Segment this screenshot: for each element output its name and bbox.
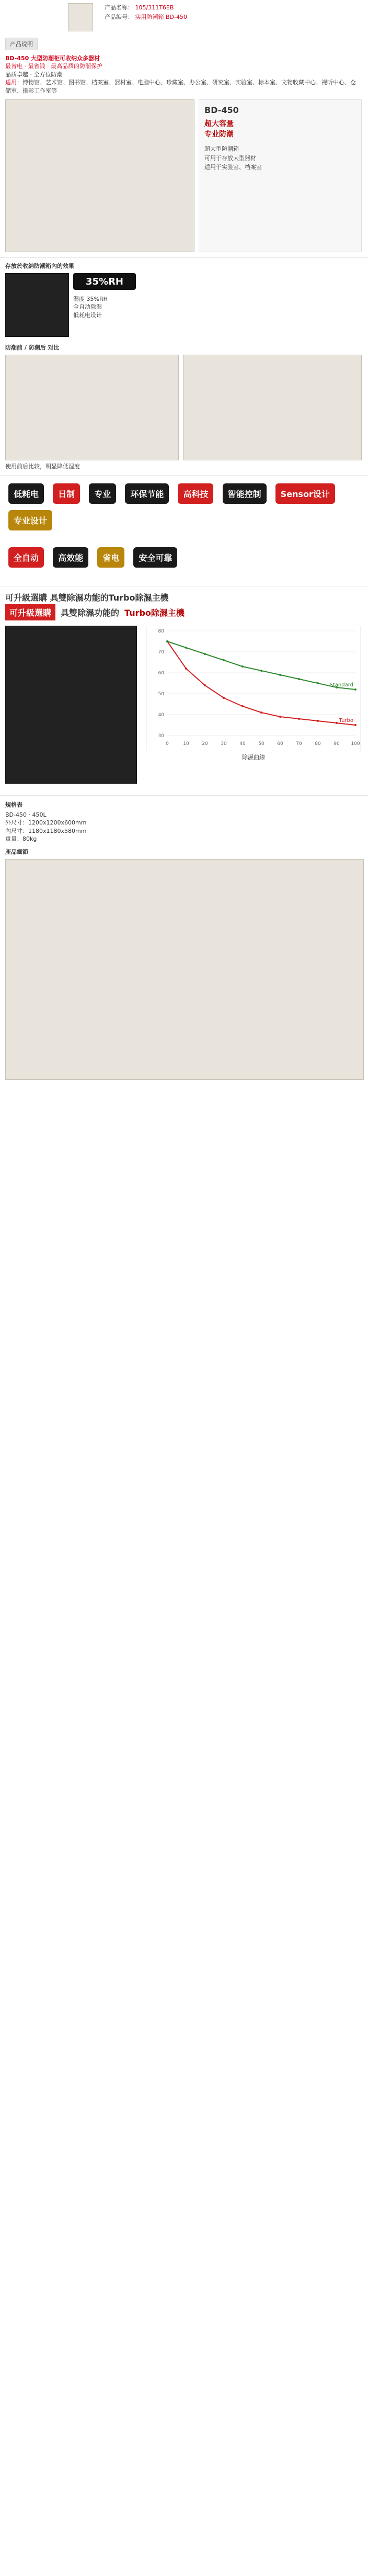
series-point <box>354 724 356 726</box>
x-tick-label: 20 <box>202 741 208 747</box>
y-tick-label: 80 <box>158 629 164 634</box>
badge: 全自动 <box>8 547 44 568</box>
product-tab[interactable]: 产品说明 <box>5 38 38 50</box>
x-tick-label: 60 <box>277 741 283 747</box>
series-point <box>260 670 262 672</box>
x-tick-label: 100 <box>351 741 360 747</box>
badge: 智能控制 <box>223 483 267 504</box>
badge: 专业 <box>89 483 116 504</box>
series-point <box>242 665 244 668</box>
y-tick-label: 60 <box>158 671 164 676</box>
divider <box>0 257 368 258</box>
y-tick-label: 30 <box>158 733 164 739</box>
header-line2-value: 实用防潮箱 BD-450 <box>135 14 187 20</box>
series-label: Turbo <box>339 718 353 724</box>
x-tick-label: 70 <box>296 741 302 747</box>
humidity-display: 35%RH <box>73 273 136 290</box>
series-point <box>223 697 225 699</box>
before-image <box>5 355 179 460</box>
spec-item: 內尺寸：1180x1180x580mm <box>5 827 87 834</box>
after-image <box>183 355 362 460</box>
x-tick-label: 40 <box>239 741 246 747</box>
spec-label: 規格表 <box>5 801 22 808</box>
badge: 高效能 <box>53 547 88 568</box>
turbo-label-2: 具雙除濕功能的 <box>61 607 120 618</box>
turbo-label-1: 可升級選購 <box>5 604 55 620</box>
turbo-unit-image <box>5 626 137 784</box>
spec-details: BD-450 · 450L 外尺寸：1200x1200x600mm 內尺寸：1180x1180x580mm 重量：80kg <box>5 811 361 843</box>
series-point <box>166 640 168 642</box>
divider <box>0 475 368 476</box>
badge: 低耗电 <box>8 483 44 504</box>
series-point <box>298 718 300 720</box>
detail-image <box>5 859 364 1080</box>
series-point <box>204 684 206 686</box>
x-tick-label: 80 <box>315 741 321 747</box>
series-point <box>279 674 281 676</box>
series-point <box>336 722 338 724</box>
badge: 安全可靠 <box>133 547 177 568</box>
turbo-label-3: Turbo除濕主機 <box>124 607 185 618</box>
series-point <box>242 705 244 707</box>
storage-notes <box>73 295 355 319</box>
before-after-label: 防潮前 / 防潮后 对比 <box>5 344 60 351</box>
series-point <box>354 688 356 691</box>
intro-subtitle: 最省电 · 最省钱 · 最高品质的防潮保护 <box>5 63 102 70</box>
series-point <box>279 716 281 718</box>
feature-line: 可用于存放大型器材 <box>204 154 256 162</box>
detail-label: 產品細節 <box>5 849 28 855</box>
thumbnail-image[interactable] <box>68 3 93 31</box>
chart-label: 除濕曲線 <box>242 754 265 761</box>
series-point <box>185 668 187 670</box>
divider <box>0 795 368 796</box>
badge: 日制 <box>53 483 80 504</box>
feature-line: 适用于实验室、档案室 <box>204 164 262 171</box>
feature-code: BD-450 <box>204 105 239 115</box>
x-tick-label: 10 <box>183 741 189 747</box>
storage-note: 全自动除湿 <box>73 303 102 311</box>
series-point <box>317 720 319 722</box>
badge: 专业设计 <box>8 510 52 530</box>
series-point <box>298 678 300 680</box>
intro-paragraph: 品质卓越 · 全方位防潮 <box>5 71 63 78</box>
series-point <box>260 711 262 714</box>
feature-title1: 超大容量 <box>204 120 234 128</box>
dehumidification-chart <box>146 626 361 751</box>
series-point <box>223 659 225 661</box>
feature-line: 超大型防潮箱 <box>204 145 239 152</box>
intro-use-text: 博物馆、艺术馆、图书馆、档案室、器材室、电脑中心、珍藏室、办公室、研究室、实验室、标本室、文物收藏中心、视听中心、仓储室、摄影工作室等 <box>5 79 356 94</box>
feature-lines <box>204 144 356 172</box>
spec-capacity: 450L <box>32 811 47 818</box>
bottom-note: 使用前后比较，明显降低湿度 <box>5 463 80 470</box>
storage-note: 湿度 35%RH <box>73 296 108 302</box>
series-point <box>185 647 187 649</box>
product-image <box>5 99 194 252</box>
intro-title: BD-450 大型防潮柜可收纳众多器材 <box>5 55 100 62</box>
intro-text <box>5 54 361 95</box>
header-line1-label: 产品名称： <box>105 4 133 11</box>
y-tick-label: 50 <box>158 692 164 697</box>
storage-section-label: 存放於收納防潮箱內的效果 <box>5 263 74 269</box>
badge: 高科技 <box>178 483 213 504</box>
header-line2-label: 产品编号： <box>105 14 133 20</box>
series-label: Standard <box>329 682 353 688</box>
series-point <box>317 682 319 684</box>
y-tick-label: 40 <box>158 713 164 718</box>
turbo-title: 可升級選購 具雙除濕功能的Turbo除濕主機 <box>5 593 169 603</box>
x-tick-label: 90 <box>334 741 340 747</box>
intro-use-label: 适用： <box>5 79 22 86</box>
y-tick-label: 70 <box>158 650 164 655</box>
x-tick-label: 50 <box>258 741 264 747</box>
turbo-labels <box>5 605 363 619</box>
badge-row-1 <box>5 480 363 534</box>
feature-title2: 专业防潮 <box>204 130 234 139</box>
spec-item: 重量：80kg <box>5 835 37 843</box>
badge: Sensor设计 <box>275 483 335 504</box>
feature-box <box>199 99 362 252</box>
header-line1-value: 105/311T6EB <box>135 4 174 11</box>
badge: 环保节能 <box>125 483 169 504</box>
storage-image <box>5 273 69 337</box>
badge-row-2 <box>5 544 363 571</box>
series-point <box>204 653 206 655</box>
spec-model: BD-450 <box>5 811 27 818</box>
header-line2 <box>105 13 187 21</box>
storage-note: 低耗电设计 <box>73 311 102 319</box>
badge: 省电 <box>97 547 124 568</box>
x-tick-label: 0 <box>166 741 169 747</box>
spec-item: 外尺寸：1200x1200x600mm <box>5 819 87 827</box>
x-tick-label: 30 <box>221 741 227 747</box>
header-line1 <box>105 3 174 12</box>
